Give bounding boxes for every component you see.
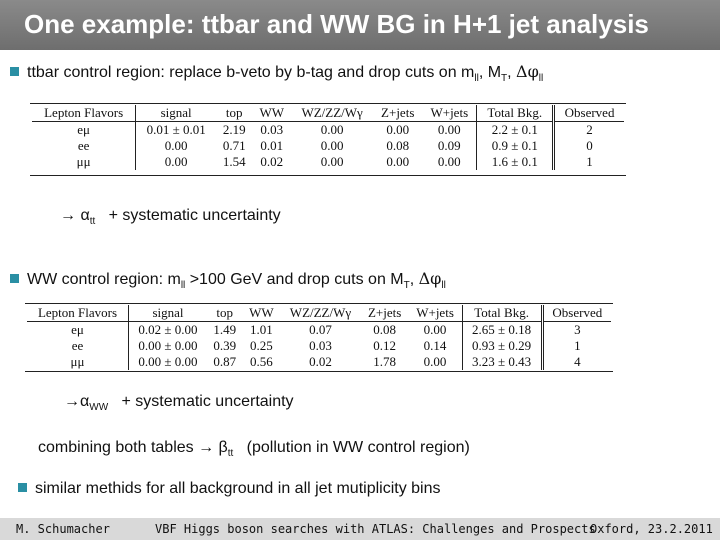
table-cell: 0.02 bbox=[260, 154, 284, 169]
table-cell: 0.00 bbox=[320, 122, 344, 137]
footer-bar bbox=[0, 518, 720, 540]
table-row bbox=[32, 154, 624, 170]
ttbar-control-table bbox=[32, 105, 624, 170]
table-cell: 0.00 bbox=[437, 154, 461, 169]
table-cell: 0.9 ± 0.1 bbox=[477, 138, 554, 154]
table-cell: 0.00 bbox=[423, 354, 447, 369]
combine-rest: (pollution in WW control region) bbox=[246, 439, 470, 456]
combine-text: combining both tables → β bbox=[38, 439, 228, 456]
table-cell: 0.00 bbox=[423, 322, 447, 337]
column-header: Total Bkg. bbox=[477, 105, 554, 122]
table-cell: 4 bbox=[542, 354, 611, 370]
table-row bbox=[27, 322, 611, 339]
table-cell: 0.01 bbox=[260, 138, 284, 153]
table-cell: 0.00 bbox=[386, 122, 410, 137]
column-header: Lepton Flavors bbox=[27, 305, 129, 322]
column-header: WW bbox=[252, 105, 291, 122]
column-header: Z+jets bbox=[373, 105, 422, 122]
alpha-ww-text: →α bbox=[64, 393, 90, 410]
ww-ll-subscript: ll bbox=[180, 280, 186, 292]
column-header: WZ/ZZ/Wγ bbox=[280, 305, 360, 322]
table-cell: 0.93 ± 0.29 bbox=[462, 338, 542, 354]
alpha-tt-text: → α bbox=[60, 207, 90, 224]
table-cell: 2.19 bbox=[222, 122, 246, 137]
ttbar-bullet-line: ttbar control region: replace b-veto by b-tag and drop cuts on $m_{ll}$, $M_T$, $\Delta\varphi_{ll}$ bbox=[10, 62, 543, 84]
table-cell: 0.71 bbox=[222, 138, 246, 153]
footer-place-date: Oxford, 23.2.2011 bbox=[590, 522, 713, 536]
beta-sub: tt bbox=[227, 448, 234, 460]
table-cell: 0.01 ± 0.01 bbox=[136, 122, 216, 139]
table-cell: 1.01 bbox=[250, 322, 273, 337]
table-row bbox=[32, 122, 624, 139]
table-cell: 2 bbox=[554, 122, 624, 139]
table-row bbox=[32, 138, 624, 154]
column-header: top bbox=[207, 305, 243, 322]
table-cell: 0.00 bbox=[136, 154, 216, 170]
table-cell: ee bbox=[77, 138, 90, 153]
table-cell: 1.6 ± 0.1 bbox=[477, 154, 554, 170]
ll-subscript: ll bbox=[474, 73, 479, 85]
table-cell: 0.02 ± 0.00 bbox=[129, 322, 207, 339]
table-cell: 0.14 bbox=[423, 338, 447, 353]
t-subscript: T bbox=[501, 73, 508, 85]
ww-alpha-line bbox=[64, 393, 294, 413]
table-cell: 3.23 ± 0.43 bbox=[462, 354, 542, 370]
column-header: Observed bbox=[542, 305, 611, 322]
column-header: signal bbox=[129, 305, 207, 322]
table-cell: 0.08 bbox=[386, 138, 410, 153]
ttbar-alpha-line bbox=[60, 207, 281, 227]
table-cell: 0.39 bbox=[213, 338, 237, 353]
table-cell: 0.00 ± 0.00 bbox=[129, 354, 207, 370]
alpha-ww-sub: WW bbox=[89, 402, 109, 414]
table-cell: 1 bbox=[554, 154, 624, 170]
table-cell: 0.12 bbox=[373, 338, 396, 353]
ttbar-text: ttbar control region: replace b-veto by b-tag and drop cuts on m bbox=[27, 64, 475, 81]
alpha-tt-sub: tt bbox=[89, 216, 96, 228]
column-header: Total Bkg. bbox=[462, 305, 542, 322]
alpha-tt-rest: + systematic uncertainty bbox=[108, 207, 281, 224]
title-bar bbox=[0, 0, 720, 50]
alpha-ww-rest: + systematic uncertainty bbox=[121, 393, 294, 410]
square-bullet-icon bbox=[18, 483, 27, 492]
table-cell: 0.87 bbox=[213, 354, 237, 369]
dphi-sep: , bbox=[507, 64, 517, 81]
table-cell: 0.00 bbox=[320, 154, 344, 169]
table-cell: eμ bbox=[71, 322, 84, 337]
table-cell: 0.00 bbox=[136, 138, 216, 154]
column-header: W+jets bbox=[422, 105, 477, 122]
table-cell: 2.2 ± 0.1 bbox=[477, 122, 554, 139]
slide-title: One example: ttbar and WW BG in H+1 jet analysis bbox=[24, 9, 649, 39]
table-cell: 0.03 bbox=[309, 338, 332, 353]
square-bullet-icon bbox=[10, 274, 19, 283]
table-cell: 0.03 bbox=[260, 122, 284, 137]
table-cell: 0.07 bbox=[309, 322, 332, 337]
footer-author: M. Schumacher bbox=[16, 522, 110, 536]
delta-phi-symbol: Δφ bbox=[516, 62, 539, 81]
similar-text: similar methids for all background in all jet mutiplicity bins bbox=[35, 480, 441, 497]
table-cell: 0.08 bbox=[373, 322, 396, 337]
ww-t-subscript: T bbox=[403, 280, 410, 292]
table-cell: ee bbox=[71, 338, 84, 353]
table-cell: 0.02 bbox=[309, 354, 332, 369]
table-cell: 0.00 bbox=[386, 154, 410, 169]
table-cell: 0.25 bbox=[250, 338, 273, 353]
table-row bbox=[27, 354, 611, 370]
ww-control-table bbox=[27, 305, 611, 370]
column-header: W+jets bbox=[409, 305, 463, 322]
ww-cut-text: >100 GeV and drop cuts on M bbox=[185, 271, 404, 288]
table-cell: μμ bbox=[76, 154, 91, 169]
column-header: signal bbox=[136, 105, 216, 122]
table-cell: μμ bbox=[70, 354, 85, 369]
table-row bbox=[27, 338, 611, 354]
table-cell: 0.09 bbox=[437, 138, 461, 153]
table-cell: 0.00 bbox=[320, 138, 344, 153]
ww-bullet-line: WW control region: $m_{ll} >100$ GeV and drop cuts on $M_T$, $\Delta\varphi_{ll}$ bbox=[10, 269, 446, 291]
combine-line bbox=[38, 439, 470, 459]
table-cell: 0 bbox=[554, 138, 624, 154]
table-cell: 0.56 bbox=[250, 354, 273, 369]
table-cell: 1 bbox=[542, 338, 611, 354]
table-cell: 0.00 bbox=[437, 122, 461, 137]
footer-talk-title: VBF Higgs boson searches with ATLAS: Challenges and Prospects bbox=[155, 522, 596, 536]
delta-phi-symbol: Δφ bbox=[418, 269, 442, 288]
column-header: Lepton Flavors bbox=[32, 105, 136, 122]
table-cell: eμ bbox=[77, 122, 91, 137]
column-header: top bbox=[216, 105, 252, 122]
column-header: WW bbox=[243, 305, 281, 322]
similar-line bbox=[18, 480, 441, 498]
column-header: Z+jets bbox=[361, 305, 409, 322]
table-cell: 1.54 bbox=[222, 154, 246, 169]
table-cell: 2.65 ± 0.18 bbox=[462, 322, 542, 339]
column-header: Observed bbox=[554, 105, 624, 122]
table-cell: 1.78 bbox=[373, 354, 396, 369]
column-header: WZ/ZZ/Wγ bbox=[291, 105, 373, 122]
table-cell: 0.00 ± 0.00 bbox=[129, 338, 207, 354]
ww-text: WW control region: m bbox=[27, 271, 181, 288]
table-cell: 3 bbox=[542, 322, 611, 339]
table-cell: 1.49 bbox=[213, 322, 237, 337]
square-bullet-icon bbox=[10, 67, 19, 76]
mt-text: , M bbox=[478, 64, 502, 81]
